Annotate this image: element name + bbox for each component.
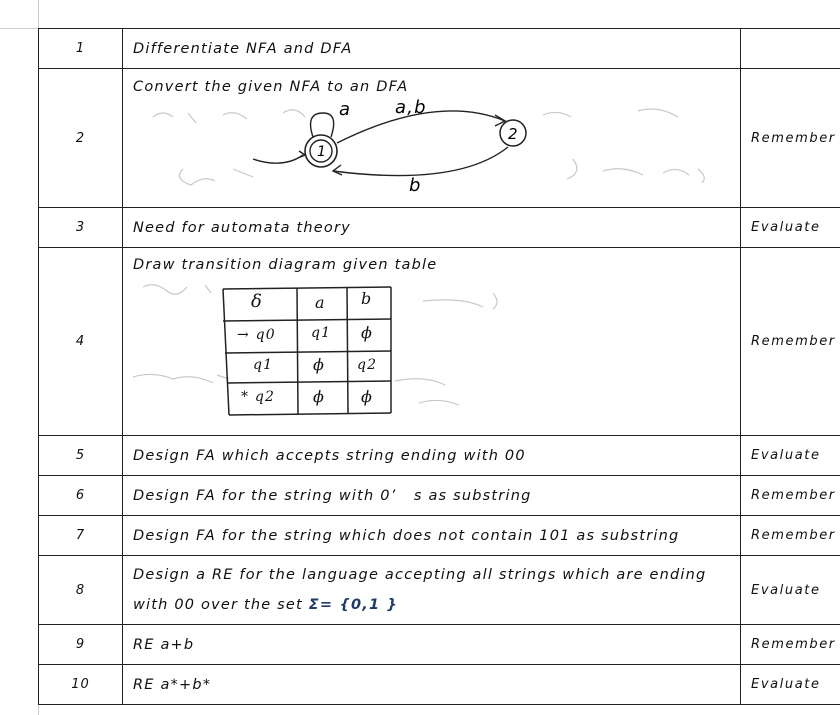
table-row — [39, 516, 840, 556]
question-text: Design FA for the string which does not contain 101 as substring — [123, 516, 741, 556]
question-number: 8 — [39, 556, 123, 625]
table-row — [39, 665, 840, 705]
self-loop — [311, 113, 334, 137]
table-row — [39, 476, 840, 516]
bloom-level: Remember — [741, 625, 840, 665]
transition-table-figure — [133, 277, 723, 427]
question-number: 2 — [39, 69, 123, 208]
table-cell: ϕ — [313, 354, 326, 374]
bloom-level: Remember — [741, 516, 840, 556]
table-cell: q1 — [253, 356, 274, 373]
table-row — [39, 625, 840, 665]
table-cell: q1 — [311, 324, 332, 341]
bloom-level: Evaluate — [741, 208, 840, 248]
question-table — [38, 28, 840, 705]
arc-bottom-label: b — [409, 175, 422, 196]
table-cell: ϕ — [361, 386, 374, 406]
question-text-line-1: Design a RE for the language accepting all strings which are ending — [133, 567, 707, 583]
table-row — [39, 29, 840, 69]
question-text-line-2 — [133, 597, 740, 613]
question-number: 4 — [39, 248, 123, 436]
state-label: 2 — [508, 125, 519, 143]
page-margin-rule-left — [38, 0, 39, 28]
table-row — [39, 208, 840, 248]
loop-label: a — [339, 99, 352, 120]
table-cell: * q2 — [241, 388, 276, 405]
bloom-level: Remember — [741, 248, 840, 436]
question-number: 3 — [39, 208, 123, 248]
start-arrow-head — [298, 151, 305, 158]
table-row — [39, 69, 840, 208]
question-text: Need for automata theory — [123, 208, 741, 248]
question-number: 5 — [39, 436, 123, 476]
question-text: Draw transition diagram given table — [133, 256, 438, 273]
table-cell: → q0 — [237, 326, 276, 343]
bloom-level: Remember — [741, 69, 840, 208]
bloom-level — [741, 29, 840, 69]
question-cell — [123, 69, 741, 208]
table-cell: ϕ — [313, 386, 326, 406]
question-text: Design FA for the string with 0’ s as substring — [123, 476, 741, 516]
question-text: Design FA which accepts string ending with 00 — [123, 436, 741, 476]
question-cell — [123, 248, 741, 436]
table-row — [39, 248, 840, 436]
question-text: RE a*+b* — [123, 665, 741, 705]
table-row — [39, 556, 840, 625]
table-header-cell: δ — [251, 290, 264, 312]
question-text: Convert the given NFA to an DFA — [133, 79, 409, 95]
table-cell: q2 — [357, 356, 378, 373]
state-label: 1 — [317, 144, 328, 160]
bloom-level: Evaluate — [741, 556, 840, 625]
question-text: RE a+b — [123, 625, 741, 665]
table-row — [39, 436, 840, 476]
table-cell: ϕ — [361, 322, 374, 342]
alphabet-set: Σ= {0,1 } — [308, 597, 399, 613]
question-number: 9 — [39, 625, 123, 665]
question-cell — [123, 556, 741, 625]
nfa-diagram — [133, 99, 723, 197]
question-text-prefix: with 00 over the set — [133, 597, 309, 613]
question-number: 1 — [39, 29, 123, 69]
table-header-cell: a — [315, 292, 326, 312]
bloom-level: Remember — [741, 476, 840, 516]
question-number: 7 — [39, 516, 123, 556]
question-number: 6 — [39, 476, 123, 516]
bloom-level: Evaluate — [741, 436, 840, 476]
page-margin-rule-top — [0, 28, 38, 29]
start-arrow — [253, 155, 303, 163]
transition-arc-bottom-head — [333, 165, 342, 175]
table-header-cell: b — [361, 288, 373, 308]
arc-top-label: a,b — [395, 99, 427, 118]
question-number: 10 — [39, 665, 123, 705]
transition-arc-bottom — [333, 147, 508, 176]
question-text: Differentiate NFA and DFA — [123, 29, 741, 69]
bloom-level: Evaluate — [741, 665, 840, 705]
